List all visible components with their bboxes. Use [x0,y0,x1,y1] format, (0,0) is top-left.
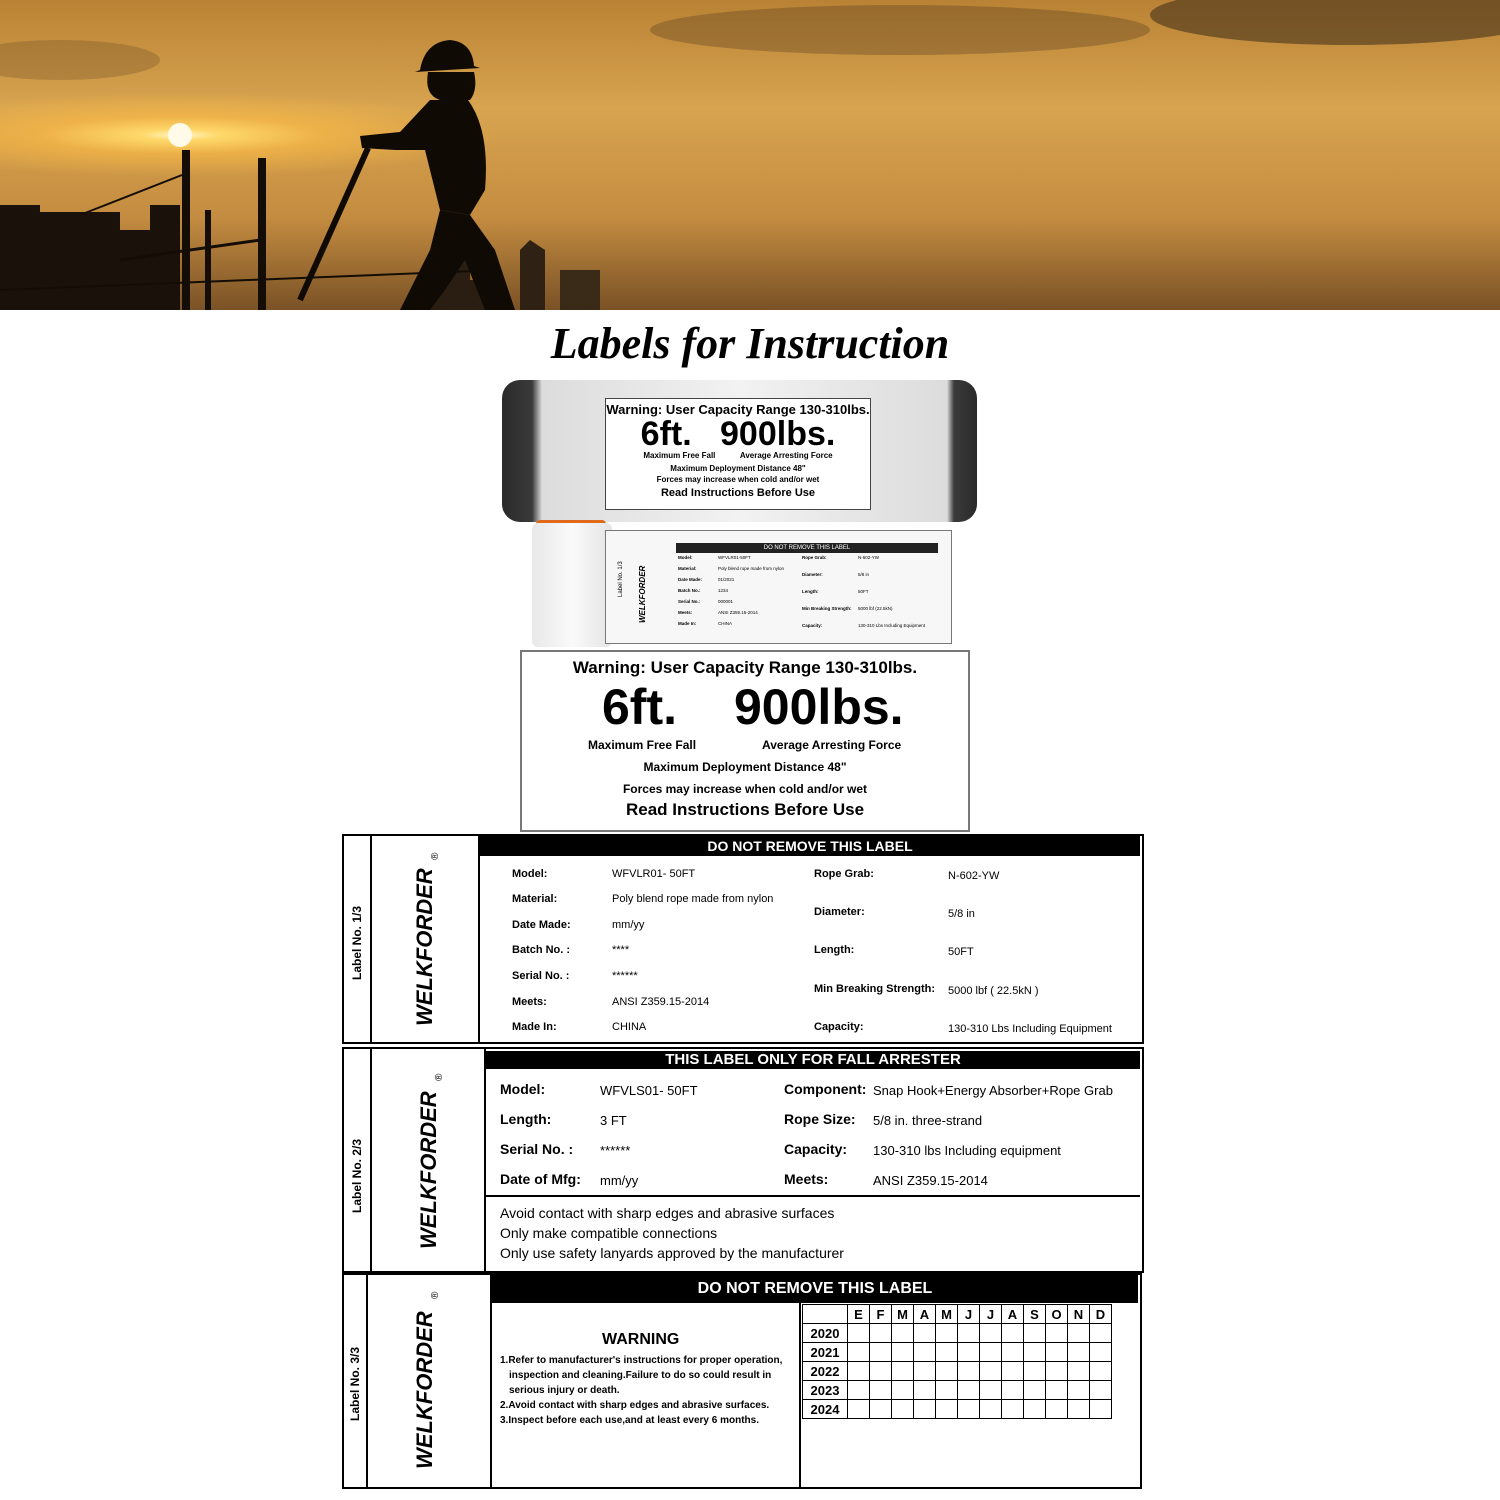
pouch-force-value: 900lbs. [720,415,836,453]
month-header: J [958,1305,980,1324]
field-key: Made In: [512,1021,557,1033]
inspection-cell[interactable] [1046,1400,1068,1419]
month-header: D [1090,1305,1112,1324]
mini-field-key: Date Made: [678,577,703,582]
field-key: Date of Mfg: [500,1171,581,1187]
inspection-cell[interactable] [848,1400,870,1419]
inspection-cell[interactable] [936,1362,958,1381]
inspection-cell[interactable] [1068,1362,1090,1381]
inspection-cell[interactable] [1002,1343,1024,1362]
inspection-grid [802,1304,1112,1419]
field-key: Meets: [784,1171,829,1187]
inspection-cell[interactable] [914,1343,936,1362]
field-key: Serial No. : [500,1141,574,1157]
field-key: Rope Grab: [814,868,874,880]
warning-line: inspection and cleaning.Failure to do so could result in [509,1370,772,1381]
mini-field-key: Material: [678,566,697,571]
mini-field-key: Model: [678,555,693,560]
field-value: Poly blend rope made from nylon [612,893,774,905]
month-header: M [892,1305,914,1324]
field-value: 130-310 lbs Including equipment [873,1143,1061,1158]
inspection-cell[interactable] [1002,1362,1024,1381]
inspection-cell[interactable] [914,1362,936,1381]
inspection-cell[interactable] [1090,1343,1112,1362]
field-key: Length: [500,1111,552,1127]
field-value: 5/8 in [948,908,975,920]
grid-corner [803,1305,848,1324]
mini-field-value: 5/8 in [858,572,870,577]
mini-field-value: Poly blend rope made from nylon [718,566,785,571]
label-1-number: Label No. 1/3 [350,905,364,980]
mini-field-key: Made In: [678,621,697,626]
hero-sunset-photo [0,0,1500,310]
month-header: S [1024,1305,1046,1324]
worker-silhouette [0,0,1500,310]
label-1-header: DO NOT REMOVE THIS LABEL [480,836,1140,856]
label-3 [342,1273,1142,1489]
arresting-force-caption: Average Arresting Force [762,738,902,752]
label-2-brand: WELKFORDER [416,1091,441,1249]
pouch-warning-text: Warning: User Capacity Range 130-310lbs. [606,402,870,417]
warning-line: 1.Refer to manufacturer's instructions for proper operation, [500,1355,783,1366]
inspection-cell[interactable] [958,1324,980,1343]
field-key: Rope Size: [784,1111,856,1127]
field-value: ****** [600,1143,631,1158]
inspection-cell[interactable] [870,1381,892,1400]
inspection-cell[interactable] [936,1324,958,1343]
inspection-cell[interactable] [1002,1381,1024,1400]
inspection-cell[interactable] [870,1362,892,1381]
inspection-cell[interactable] [1046,1324,1068,1343]
label-1-brand-column [372,836,480,1042]
label-1-number-column [344,836,372,1042]
inspection-cell[interactable] [870,1400,892,1419]
field-value: 5/8 in. three-strand [873,1113,983,1128]
inspection-cell[interactable] [1024,1343,1046,1362]
month-header: E [848,1305,870,1324]
inspection-cell[interactable] [958,1343,980,1362]
inspection-cell[interactable] [914,1381,936,1400]
registered-mark: ® [434,1073,445,1081]
inspection-cell[interactable] [1024,1400,1046,1419]
inspection-cell[interactable] [980,1343,1002,1362]
inspection-cell[interactable] [1068,1324,1090,1343]
read-instructions-text: Read Instructions Before Use [625,800,865,819]
inspection-cell[interactable] [958,1400,980,1419]
mini-field-key: Rope Grab: [802,555,827,560]
field-key: Meets: [512,996,547,1008]
pouch-deploy: Maximum Deployment Distance 48" [670,464,806,473]
warning-line: serious injury or death. [509,1385,620,1396]
mini-field-key: Batch No.: [678,588,701,593]
year-label: 2024 [803,1400,848,1419]
inspection-cell[interactable] [1046,1343,1068,1362]
field-value: 5000 lbf ( 22.5kN ) [948,985,1039,997]
mini-field-value: 01/2021 [718,577,735,582]
inspection-cell[interactable] [848,1324,870,1343]
mini-field-key: Length: [802,589,819,594]
field-key: Date Made: [512,919,571,931]
inspection-cell[interactable] [1090,1362,1112,1381]
mini-field-value: 50FT [858,589,869,594]
month-header: J [980,1305,1002,1324]
mini-brand: WELKFORDER [638,565,647,623]
field-value: 130-310 Lbs Including Equipment [948,1023,1112,1035]
month-header: O [1046,1305,1068,1324]
warning-line: 2.Avoid contact with sharp edges and abrasive surfaces. [500,1400,770,1411]
inspection-cell[interactable] [848,1381,870,1400]
label-2-divider [486,1195,1140,1197]
inspection-cell[interactable] [936,1381,958,1400]
pouch-read: Read Instructions Before Use [660,487,816,499]
inspection-cell[interactable] [1068,1343,1090,1362]
inspection-cell[interactable] [1024,1381,1046,1400]
inspection-cell[interactable] [980,1400,1002,1419]
inspection-cell[interactable] [848,1362,870,1381]
label-2-header: THIS LABEL ONLY FOR FALL ARRESTER [486,1051,1140,1069]
field-value: WFVLS01- 50FT [600,1083,698,1098]
safety-note: Only make compatible connections [500,1225,718,1241]
label-3-divider [799,1303,801,1487]
mini-field-value: 1234 [718,588,729,593]
rope-tube-photo [532,523,612,647]
pouch-big-values [606,417,870,451]
field-key: Diameter: [814,906,865,918]
inspection-cell[interactable] [936,1343,958,1362]
mini-field-key: Capacity: [802,623,823,628]
pouch-warning-label [605,398,871,510]
label-1-brand: WELKFORDER [412,868,437,1026]
inspection-cell[interactable] [892,1343,914,1362]
year-label: 2022 [803,1362,848,1381]
label-3-brand: WELKFORDER [412,1311,437,1469]
inspection-cell[interactable] [980,1324,1002,1343]
inspection-cell[interactable] [1002,1400,1024,1419]
label-3-warning-title: WARNING [602,1331,680,1348]
inspection-cell[interactable] [1090,1400,1112,1419]
mini-field-value: WFVLR01-50FT [718,555,751,560]
warning-line: 3.Inspect before each use,and at least every 6 months. [500,1415,759,1426]
arresting-force-value: 900lbs. [734,679,904,735]
label-2-number: Label No. 2/3 [350,1138,364,1213]
field-value: **** [612,944,630,956]
safety-note: Avoid contact with sharp edges and abrasive surfaces [500,1205,835,1221]
mini-field-value: N-602-YW [858,555,880,560]
label-2-brand-column [372,1049,486,1271]
field-value: ****** [612,970,638,982]
field-value: ANSI Z359.15-2014 [873,1173,988,1188]
field-key: Model: [500,1081,546,1097]
inspection-cell[interactable] [892,1400,914,1419]
pouch-fall-value: 6ft. [640,415,692,453]
mini-field-value: 130-310 Lbs Including Equipment [858,623,926,628]
free-fall-value: 6ft. [602,679,677,735]
inspection-cell[interactable] [914,1400,936,1419]
field-key: Batch No. : [512,944,571,956]
field-value: 3 FT [600,1113,627,1128]
page-title: Labels for Instruction [550,319,950,368]
mini-field-key: Diameter: [802,572,823,577]
pouch-captions [606,451,870,460]
year-label: 2023 [803,1381,848,1400]
pouch-force-caption: Average Arresting Force [739,451,833,460]
forces-note: Forces may increase when cold and/or wet [622,782,868,796]
mini-field-value: 000001 [718,599,734,604]
inspection-cell[interactable] [958,1362,980,1381]
month-header: A [1002,1305,1024,1324]
deployment-distance-text: Maximum Deployment Distance 48" [643,760,847,774]
mini-field-key: Serial No.: [678,599,701,604]
free-fall-caption: Maximum Free Fall [588,738,697,752]
field-value: CHINA [612,1021,647,1033]
registered-mark: ® [430,1291,441,1299]
inspection-cell[interactable] [892,1362,914,1381]
field-key: Min Breaking Strength: [814,983,936,995]
field-value: mm/yy [612,919,645,931]
label-1 [342,834,1144,1044]
warning-label [520,650,970,832]
inspection-cell[interactable] [1024,1324,1046,1343]
mini-label-photo [605,530,952,644]
inspection-cell[interactable] [870,1324,892,1343]
inspection-cell[interactable] [892,1381,914,1400]
month-header: M [936,1305,958,1324]
inspection-cell[interactable] [870,1343,892,1362]
inspection-cell[interactable] [980,1381,1002,1400]
label-3-number-column [344,1275,368,1487]
field-key: Capacity: [784,1141,848,1157]
mini-field-value: ANSI Z359.15-2014 [718,610,758,615]
field-value: ANSI Z359.15-2014 [612,996,710,1008]
year-label: 2021 [803,1343,848,1362]
field-value: N-602-YW [948,870,1000,882]
mini-header: DO NOT REMOVE THIS LABEL [676,543,938,553]
warning-capacity-text: Warning: User Capacity Range 130-310lbs. [572,658,918,677]
label-3-header: DO NOT REMOVE THIS LABEL [492,1275,1138,1303]
inspection-cell[interactable] [914,1324,936,1343]
pouch-forces: Forces may increase when cold and/or wet [656,475,820,484]
field-key: Model: [512,868,548,880]
inspection-cell[interactable] [1090,1324,1112,1343]
safety-note: Only use safety lanyards approved by the manufacturer [500,1245,844,1261]
field-value: WFVLR01- 50FT [612,868,696,880]
inspection-cell[interactable] [1068,1400,1090,1419]
field-key: Length: [814,944,855,956]
inspection-cell[interactable] [848,1343,870,1362]
label-3-brand-column [368,1275,492,1487]
inspection-cell[interactable] [1024,1362,1046,1381]
registered-mark: ® [430,852,441,860]
inspection-cell[interactable] [1002,1324,1024,1343]
field-key: Serial No. : [512,970,570,982]
field-value: 50FT [948,946,974,958]
inspection-cell[interactable] [936,1400,958,1419]
inspection-cell[interactable] [958,1381,980,1400]
inspection-cell[interactable] [1090,1381,1112,1400]
sun [168,123,192,147]
mini-field-key: Min Breaking Strength: [802,606,852,611]
field-key: Capacity: [814,1021,864,1033]
field-key: Component: [784,1081,867,1097]
label-3-number: Label No. 3/3 [348,1346,362,1421]
field-value: Snap Hook+Energy Absorber+Rope Grab [873,1083,1113,1098]
month-header: A [914,1305,936,1324]
mini-field-value: CHINA [718,621,733,626]
mini-field-key: Meets: [678,610,693,615]
inspection-cell[interactable] [980,1362,1002,1381]
inspection-cell[interactable] [1046,1362,1068,1381]
month-header: F [870,1305,892,1324]
inspection-cell[interactable] [1046,1381,1068,1400]
mini-field-value: 5000 lbf (22.5kN) [858,606,893,611]
label-2-number-column [344,1049,372,1271]
label-2 [342,1047,1144,1273]
inspection-cell[interactable] [1068,1381,1090,1400]
year-label: 2020 [803,1324,848,1343]
mini-label-number: Label No. 1/3 [618,561,624,597]
month-header: N [1068,1305,1090,1324]
field-value: mm/yy [600,1173,639,1188]
field-key: Material: [512,893,558,905]
pouch-fall-caption: Maximum Free Fall [643,451,716,460]
inspection-cell[interactable] [892,1324,914,1343]
